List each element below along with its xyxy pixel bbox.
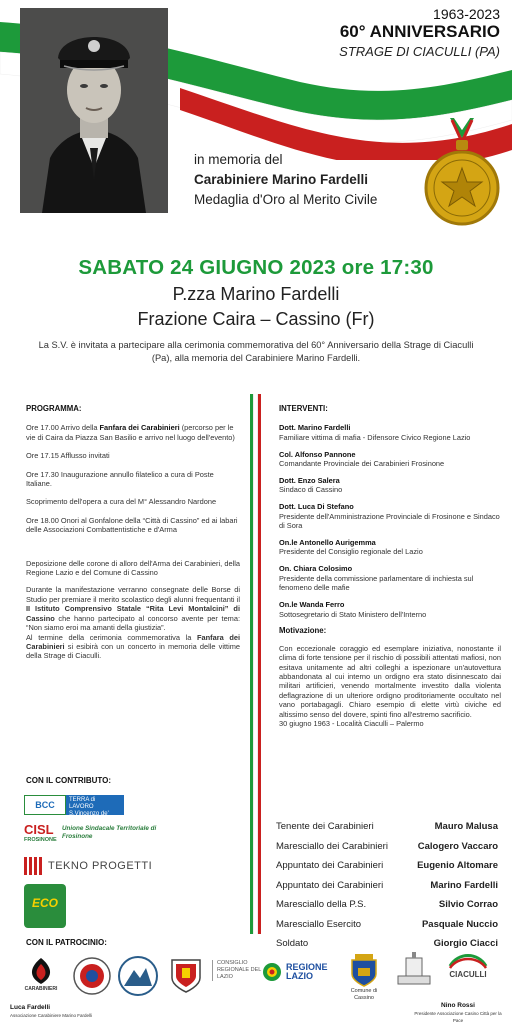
interventi-role: Familiare vittima di mafia - Difensore Civico Regione Lazio (279, 432, 471, 442)
interventi-name: Dott. Luca Di Stefano (279, 502, 354, 512)
comune-cassino-logo (344, 954, 384, 1002)
interventi-role: Presidente del Consiglio regionale del Lazio (279, 547, 423, 557)
gold-medal-icon (424, 118, 500, 230)
municipal-crest-icon (170, 958, 202, 994)
paragraph-text: che hanno partecipato al concorso avente per tema: “Non siamo eroi ma amanti della giustizia”. (26, 613, 240, 633)
nino-rossi-name: Nino Rossi (441, 1002, 475, 1009)
motivazione-date: 30 giugno 1963 - Località Ciaculli – Palermo (279, 719, 424, 729)
interventi-title: INTERVENTI: (279, 404, 328, 413)
cassino-crest-icon (349, 954, 379, 988)
portrait-photo (20, 8, 168, 213)
programma-item: Ore 17.30 Inaugurazione annullo filatelico a cura di Poste Italiane. (26, 469, 214, 489)
programma-paragraph (26, 633, 240, 661)
interventi-role: Sindaco di Cassino (279, 485, 343, 495)
fallen-name: Mauro Malusa (434, 821, 498, 832)
interventi-item (279, 538, 501, 557)
anniversary-title: 60° ANNIVERSARIO (339, 22, 500, 41)
fallen-name: Giorgio Ciacci (433, 938, 498, 949)
ciaculli-logo (438, 948, 498, 979)
anniversary-subtitle: STRAGE DI CIACULLI (PA) (339, 44, 500, 59)
bcc-logo-text: TERRA di LAVORO S.Vincenzo de' Paoli (66, 795, 124, 815)
header (0, 0, 512, 235)
motivazione-text: Con eccezionale coraggio ed esemplare iniziativa, nonostante il clima di forte tensione per il rischio di possibili attentati mafiosi, non esitava unitamente ad altri colleghi a ispezionare un'autovettura abbandonata al cui interno un ordigno era stato disinnescato dai militari artificieri, venendo mortalmente investito dalla violenta deflagrazione di un ulteriore ordigno proditoriamente occultato nel vano portabagagli. Chiaro esempio di elette virtù civiche ed altissimo senso del dovere, spinti fino all'estremo sacrificio. (279, 643, 501, 719)
paragraph-text: Durante la manifestazione verranno consegnate delle Borse di Studio per premiare il merito scolastico degli alunni frequentanti il (26, 585, 240, 604)
programma-paragraph: Deposizione delle corone di alloro dell'Arma dei Carabinieri, della Regione Lazio e del Comune di Cassino (26, 558, 240, 578)
fallen-row (276, 817, 498, 837)
programma-item: Ore 18.00 Onori al Gonfalone della “Città di Cassino” ed ai labari delle Associazioni Combattentistiche e d'Arma (26, 515, 238, 535)
programma-item-bold: Fanfara dei Carabinieri (99, 423, 180, 433)
fallen-name: Pasquale Nuccio (421, 918, 498, 930)
interventi-name: Dott. Enzo Salera (279, 476, 340, 486)
interventi-list (279, 423, 501, 619)
interventi-name: On.le Wanda Ferro (279, 600, 345, 610)
luca-fardelli-role: Associazione Carabiniere Marino Fardelli (10, 1013, 93, 1018)
fallen-row (276, 837, 498, 857)
fallen-name: Eugenio Altomare (417, 860, 498, 871)
fallen-rank: Maresciallo della P.S. (276, 899, 367, 910)
interventi-item (279, 476, 501, 495)
memoria-block (194, 150, 377, 210)
consiglio-regionale-lazio-logo: CONSIGLIO REGIONALE DEL LAZIO (212, 960, 268, 981)
invitation-text: La S.V. è invitata a partecipare alla cerimonia commemorativa del 60° Anniversario della Strage di Ciaculli (Pa), alla memoria del Carabiniere Marino Fardelli. (38, 340, 474, 363)
tekno-progetti-logo (24, 855, 152, 877)
programma-title: PROGRAMMA: (26, 404, 82, 413)
regione-lazio-text: REGIONE LAZIO (286, 962, 328, 981)
paragraph-text: Al termine della cerimonia commemorativa la (26, 632, 197, 642)
interventi-role: Sottosegretario di Stato Ministero dell'Interno (279, 609, 427, 619)
cisl-logo-sub: FROSINONE (24, 837, 57, 843)
carabinieri-logo (10, 956, 72, 993)
fallen-row (276, 895, 498, 915)
motivazione-title: Motivazione: (279, 626, 327, 636)
fallen-rank: Appuntato dei Carabinieri (276, 860, 384, 871)
fallen-row (276, 876, 498, 896)
interventi-role: Presidente della commissione parlamentare di inchiesta sul fenomeno delle mafie (279, 573, 474, 593)
tekno-logo-text: TEKNO PROGETTI (48, 860, 153, 872)
fallen-rank: Maresciallo dei Carabinieri (276, 840, 388, 852)
memoria-medal-text: Medaglia d'Oro al Merito Civile (194, 192, 378, 207)
tricolor-divider (250, 394, 261, 934)
interventi-column (279, 404, 501, 728)
interventi-item (279, 450, 501, 469)
fallen-name: Silvio Corrao (438, 899, 498, 910)
ciaculli-text: CIACULLI (449, 970, 487, 979)
interventi-role: Presidente dell'Amministrazione Provinciale di Frosinone e Sindaco di Sora (279, 511, 500, 531)
fallen-rank: Soldato (276, 938, 309, 949)
nino-rossi-caption (414, 1002, 502, 1024)
fallen-row (276, 856, 498, 876)
fallen-rank: Maresciallo Esercito (276, 918, 361, 930)
interventi-item (279, 564, 501, 592)
event-place: P.zza Marino Fardelli (172, 284, 340, 304)
interventi-item (279, 600, 501, 619)
interventi-name: On. Chiara Colosimo (279, 564, 353, 574)
mountain-emblem-icon (118, 956, 158, 996)
fallen-rank: Appuntato dei Carabinieri (276, 879, 384, 891)
patrocinio-title: CON IL PATROCINIO: (26, 938, 107, 947)
luca-fardelli-name: Luca Fardelli (10, 1004, 51, 1011)
patrocinio-logos (10, 948, 502, 1022)
memoria-line-1: in memoria del (194, 152, 283, 167)
programma-paragraph (26, 585, 240, 632)
ciaculli-ribbon-icon (448, 948, 488, 970)
anniversary-years: 1963-2023 (433, 6, 500, 22)
regione-lazio-emblem-icon (262, 962, 282, 982)
association-shield-icon (72, 954, 112, 998)
interventi-item (279, 423, 501, 442)
event-date: SABATO 24 GIUGNO 2023 ore 17:30 (78, 256, 434, 279)
eco-logo-text: ECO (31, 896, 58, 910)
cisl-logo (24, 822, 184, 850)
programma-item (26, 423, 240, 442)
fallen-name: Marino Fardelli (430, 879, 498, 891)
contributo-title: CON IL CONTRIBUTO: (26, 776, 112, 785)
interventi-name: On.le Antonello Aurigemma (279, 538, 376, 548)
eco-logo (24, 884, 66, 928)
regione-lazio-logo (262, 962, 338, 982)
programma-item: Scoprimento dell'opera a cura del M° Alessandro Nardone (26, 497, 217, 507)
paragraph-text: si esibirà con un concerto in memoria delle vittime della Strage di Ciaculli. (26, 641, 240, 661)
fallen-name: Calogero Vaccaro (417, 840, 498, 852)
luca-fardelli-caption (10, 1004, 100, 1019)
interventi-item (279, 502, 501, 530)
programma-column (26, 404, 240, 669)
interventi-name: Dott. Marino Fardelli (279, 423, 351, 433)
bcc-logo (24, 795, 124, 824)
paragraph-bold: II Istituto Comprensivo Statale “Rita Levi Montalcini” di Cassino (26, 604, 240, 623)
cisl-logo-mark: CISL (24, 822, 54, 837)
cisl-logo-desc: Unione Sindacale Territoriale di Frosinone (62, 825, 157, 840)
fallen-rank: Tenente dei Carabinieri (276, 821, 374, 832)
nino-rossi-role: Presidente Associazione Casino Città per la Pace (414, 1011, 502, 1023)
fallen-list (276, 817, 498, 954)
event-location: Frazione Caira – Cassino (Fr) (137, 309, 375, 329)
programma-item-text: (percorso per le vie di Caira da Piazza San Basilio e arrivo nel luogo dell'evento) (26, 423, 235, 442)
interventi-name: Col. Alfonso Pannone (279, 449, 356, 459)
comune-cassino-text: Comune di Cassino (350, 988, 378, 1001)
programma-item-text: Ore 17.00 Arrivo della (26, 423, 100, 433)
carabiniere-portrait-image (20, 8, 168, 213)
monument-icon (394, 948, 434, 988)
interventi-role: Comandante Provinciale dei Carabinieri Frosinone (279, 459, 445, 469)
tekno-logo-icon (24, 857, 42, 875)
bcc-logo-mark: BCC (24, 795, 66, 815)
paragraph-bold: Fanfara dei Carabinieri (26, 632, 240, 651)
carabinieri-logo-text: CARABINIERI (24, 986, 58, 992)
memoria-name: Carabiniere Marino Fardelli (194, 172, 369, 187)
fallen-row (276, 915, 498, 935)
carabinieri-flame-icon (21, 956, 61, 986)
programma-item: Ore 17.15 Afflusso invitati (26, 451, 110, 461)
